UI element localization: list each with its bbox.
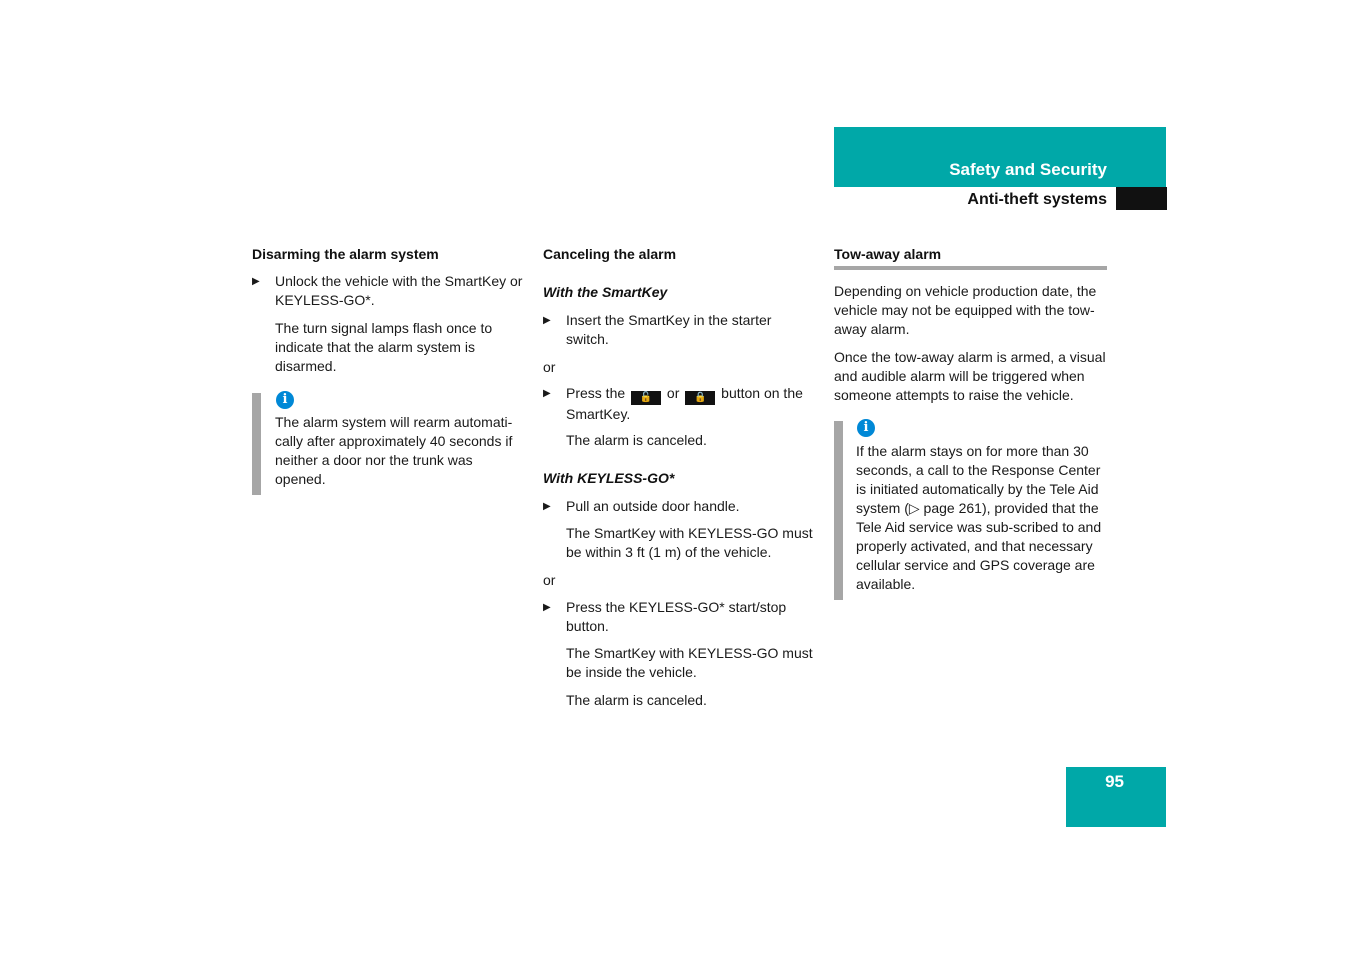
- col2-subheading-smartkey: With the SmartKey: [543, 284, 668, 300]
- col1-step1: Unlock the vehicle with the SmartKey or KEYLESS-GO*.: [275, 273, 523, 308]
- section-title: Safety and Security: [949, 160, 1107, 179]
- col2-subheading-keyless: With KEYLESS-GO*: [543, 470, 675, 486]
- page-number: 95: [1105, 772, 1124, 791]
- info-icon: i: [276, 391, 294, 409]
- col3-info-text: If the alarm stays on for more than 30 seconds, a call to the Response Center is initiated automatically by the Tele Aid system (▷ page 261), provided that the Tele Aid service was sub-scribed to and properly activated, and that necessary cellular service and GPS coverage are available.: [856, 443, 1102, 592]
- bullet-icon: ▶: [543, 388, 551, 399]
- heading-rule: [834, 266, 1107, 270]
- col2-step2-post: button on the SmartKey.: [566, 385, 803, 422]
- bullet-icon: ▶: [543, 501, 551, 512]
- col2-or1: or: [543, 359, 556, 375]
- col2-result4a: The SmartKey with KEYLESS-GO must be inside the vehicle.: [566, 645, 813, 680]
- col2-result3: The SmartKey with KEYLESS-GO must be within 3 ft (1 m) of the vehicle.: [566, 525, 813, 560]
- subsection-title: Anti-theft systems: [967, 191, 1107, 208]
- bullet-icon: ▶: [252, 276, 260, 287]
- col1-info-text: The alarm system will rearm automati-cally after approximately 40 seconds if neither a door nor the trunk was opened.: [275, 414, 513, 487]
- col2-result4b: The alarm is canceled.: [566, 692, 707, 708]
- bullet-icon: ▶: [543, 315, 551, 326]
- bullet-icon: ▶: [543, 602, 551, 613]
- unlock-icon: 🔓: [631, 391, 661, 405]
- lock-icon: 🔒: [685, 391, 715, 405]
- col2-heading: Canceling the alarm: [543, 246, 677, 262]
- col1-result1: The turn signal lamps flash once to indicate that the alarm system is disarmed.: [275, 320, 493, 374]
- col3-heading: Tow-away alarm: [834, 246, 942, 262]
- info-bar: [252, 393, 261, 495]
- info-bar: [834, 421, 843, 600]
- col2-step3: Pull an outside door handle.: [566, 498, 740, 514]
- col2-or2: or: [543, 572, 556, 588]
- info-icon: i: [857, 419, 875, 437]
- col2-result2: The alarm is canceled.: [566, 432, 707, 448]
- col2-step2-mid: or: [666, 385, 680, 401]
- col1-heading: Disarming the alarm system: [252, 246, 439, 262]
- col2-step1: Insert the SmartKey in the starter switch.: [566, 312, 772, 347]
- col3-para1: Depending on vehicle production date, the vehicle may not be equipped with the tow-away alarm.: [834, 283, 1097, 337]
- col2-step2-pre: Press the: [566, 385, 626, 401]
- col3-para2: Once the tow-away alarm is armed, a visual and audible alarm will be triggered when someone attempts to raise the vehicle.: [834, 349, 1106, 403]
- subsection-marker: [1116, 187, 1167, 210]
- col2-step2: [566, 384, 816, 424]
- col2-step4: Press the KEYLESS-GO* start/stop button.: [566, 599, 787, 634]
